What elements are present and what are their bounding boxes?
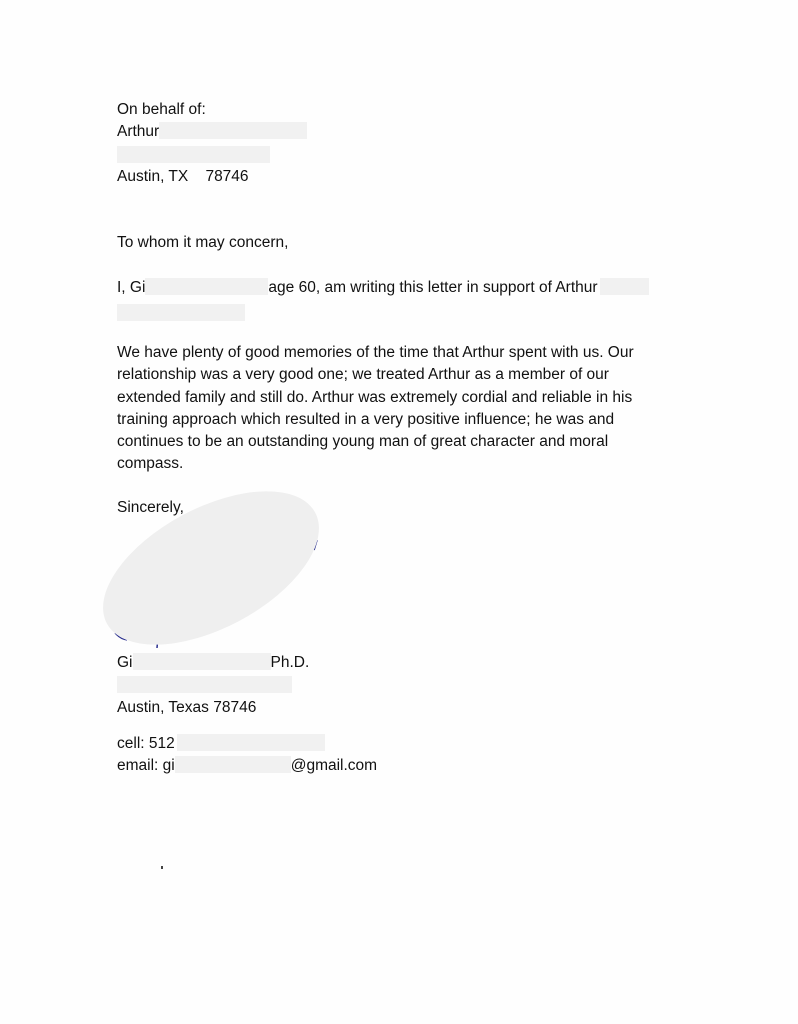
email-prefix: email: gi (117, 757, 175, 774)
recipient-first-name: Arthur (117, 123, 160, 140)
signer-name-line (117, 652, 309, 674)
redacted-recipient-surname-cont (117, 304, 245, 321)
on-behalf-label: On behalf of: (117, 101, 206, 118)
recipient-name-line (117, 121, 307, 143)
redacted-signer-name (133, 653, 271, 670)
redacted-email-user (175, 756, 291, 773)
signer-name-prefix: Gi (117, 654, 133, 671)
cell-prefix: cell: 512 (117, 735, 175, 752)
redacted-recipient-last-name (159, 122, 307, 139)
intro-prefix: I, Gi (117, 279, 146, 296)
email-line (117, 755, 377, 777)
redacted-cell-number (177, 734, 325, 751)
redacted-signer-street (117, 676, 292, 693)
signer-credential: Ph.D. (270, 654, 310, 671)
scan-speck (161, 866, 163, 869)
email-suffix: @gmail.com (290, 757, 378, 774)
recipient-city-state-zip: Austin, TX 78746 (117, 168, 249, 185)
cell-line (117, 733, 325, 755)
salutation: To whom it may concern, (117, 234, 289, 251)
intro-text: age 60, am writing this letter in support of Arthur (268, 279, 598, 296)
signer-city: Austin, Texas 78746 (117, 699, 257, 716)
intro-line (117, 277, 649, 299)
signature-image (90, 488, 340, 658)
body-paragraph: We have plenty of good memories of the time that Arthur spent with us. Our relationship was a very good one; we treated Arthur as a member of our extended family and still do. Arthur was extremely cordial and reliable in his training approach which resulted in a very positive influence; he was and continues to be an outstanding young man of great character and moral compass. (117, 344, 634, 473)
redacted-writer-name (145, 278, 268, 295)
redacted-recipient-street (117, 146, 270, 163)
redacted-recipient-surname (600, 278, 649, 295)
closing: Sincerely, (117, 499, 184, 516)
